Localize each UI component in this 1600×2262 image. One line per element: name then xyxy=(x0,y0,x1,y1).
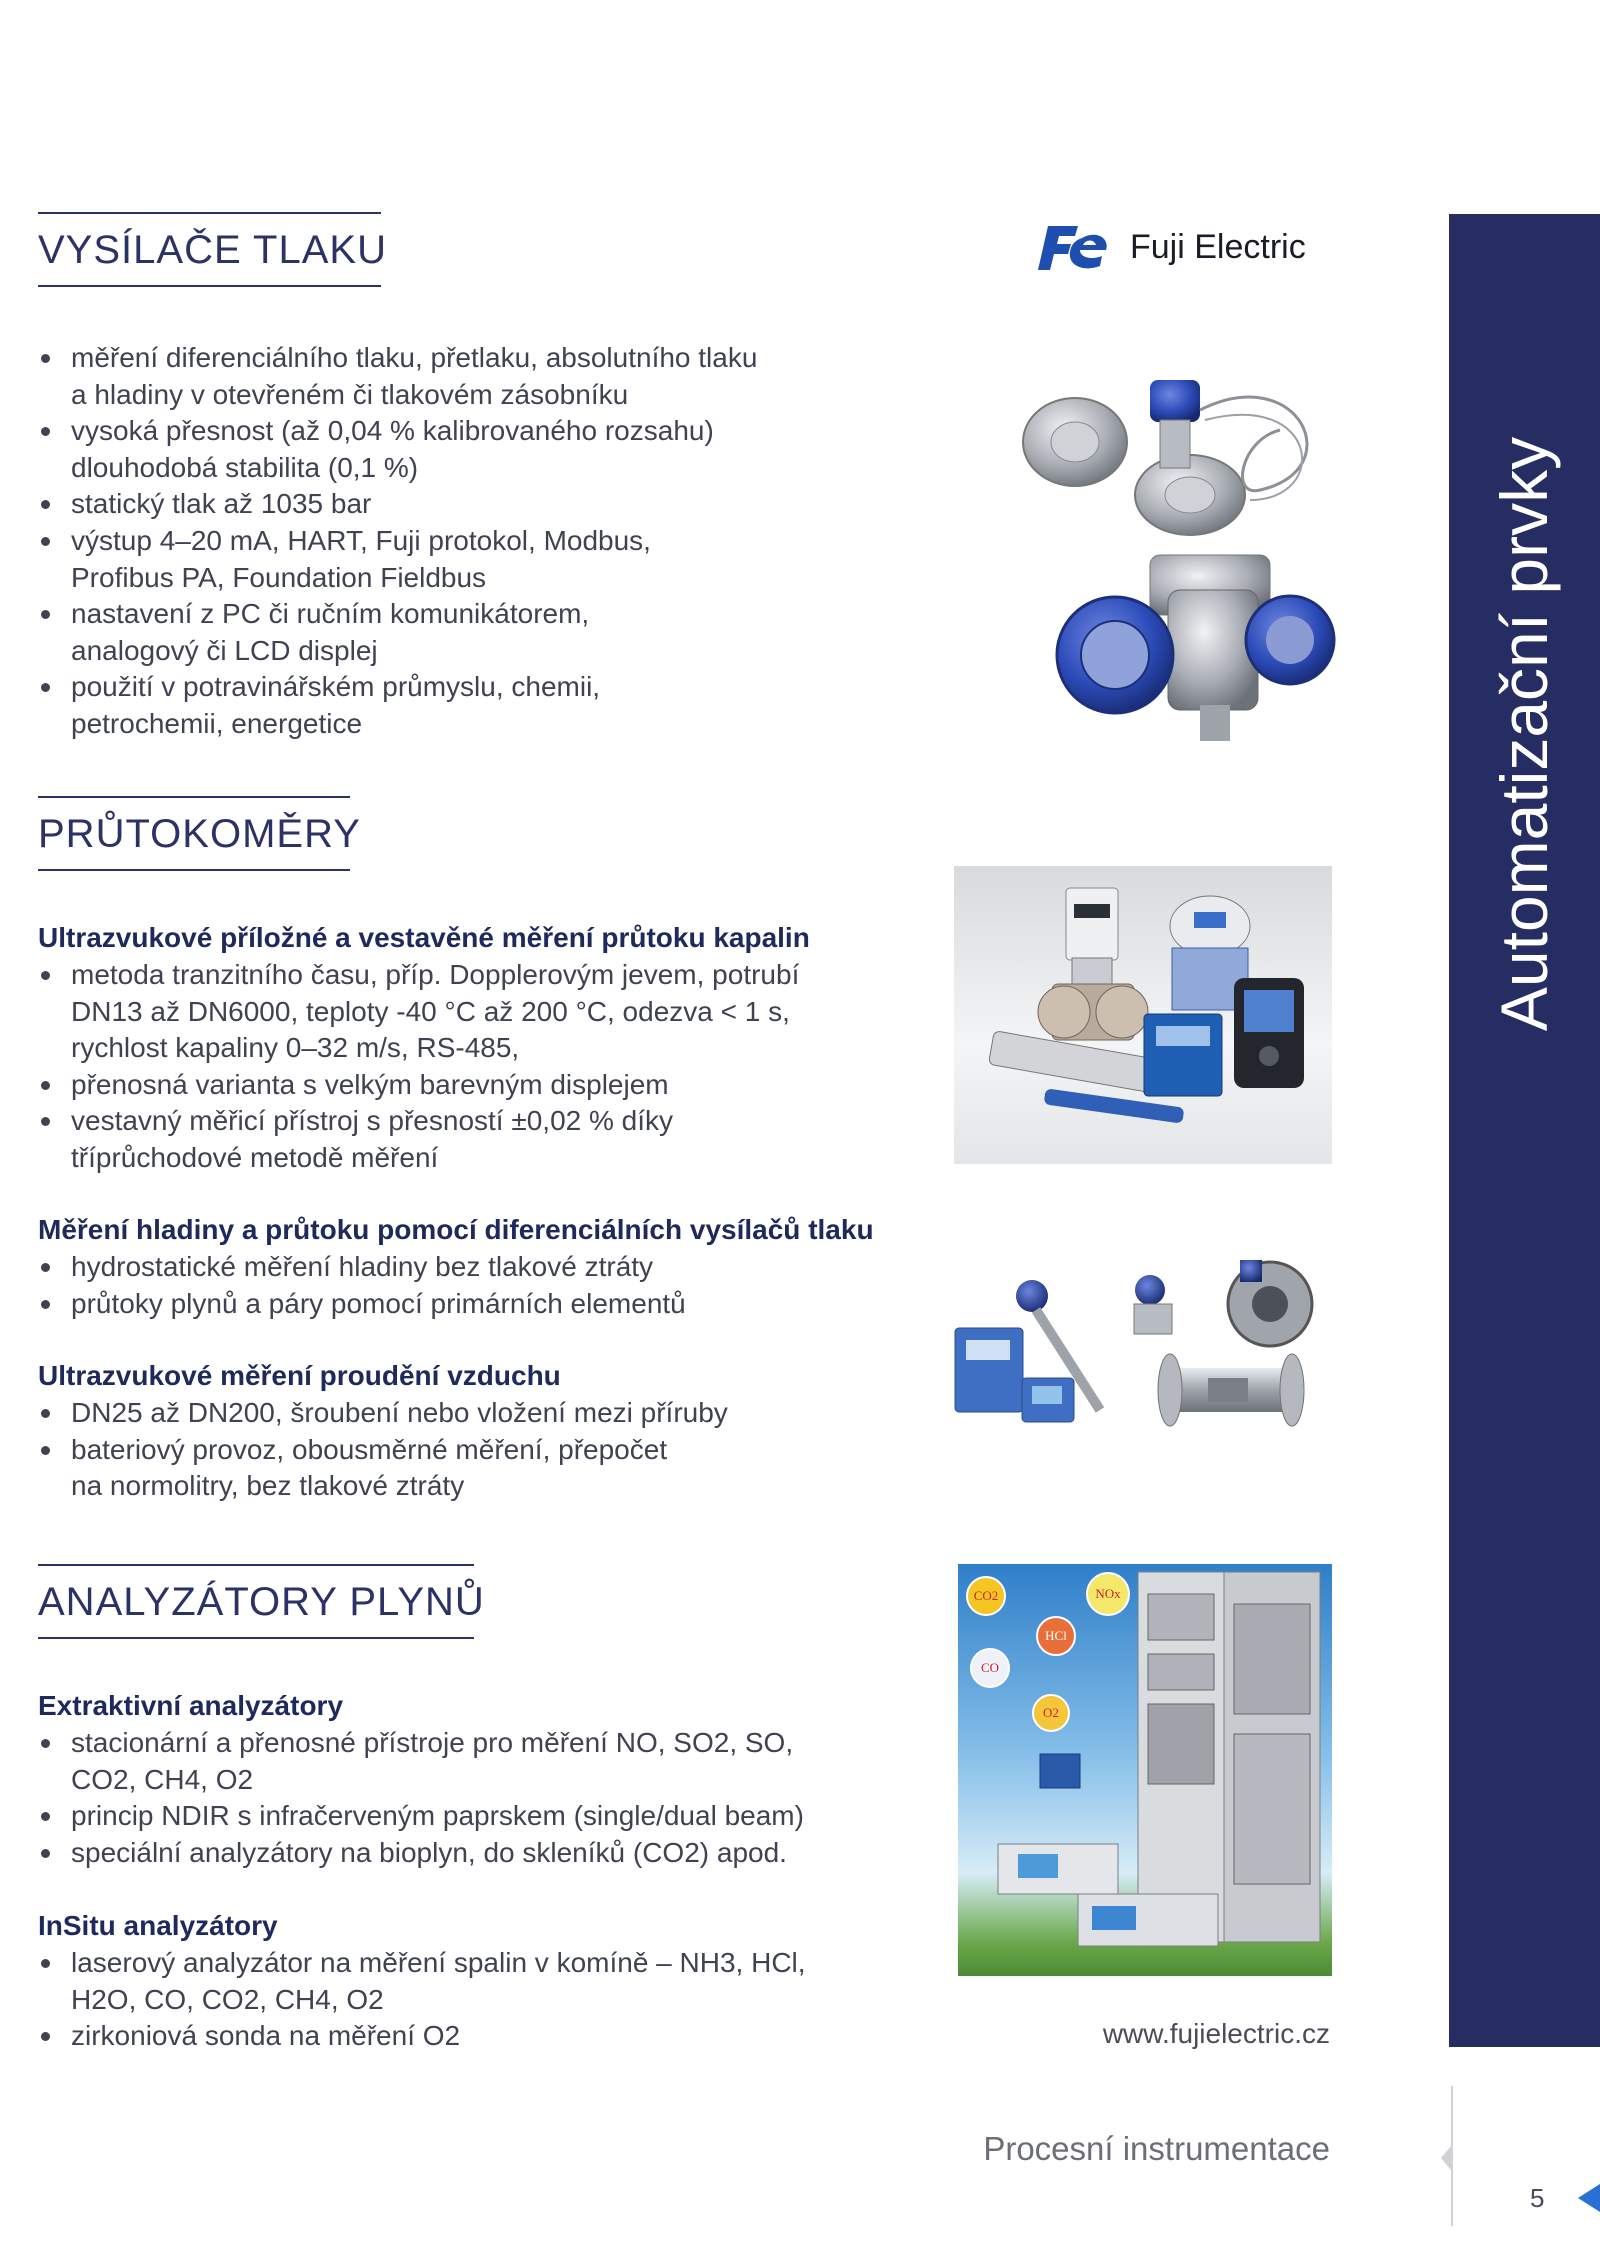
footer-title: Procesní instrumentace xyxy=(983,2130,1330,2167)
ultrasonic-flowmeter-image xyxy=(954,866,1332,1164)
flow-subheading-level: Měření hladiny a průtoku pomocí diferenciálních vysílačů tlaku xyxy=(38,1214,874,1245)
list-item: vysoká přesnost (až 0,04 % kalibrovaného rozsahu) dlouhodobá stabilita (0,1 %) xyxy=(38,413,938,486)
sidebar-tab xyxy=(1449,214,1600,2047)
flow-subheading-ultrasonic-liquid: Ultrazvukové příložné a vestavěné měření průtoku kapalin xyxy=(38,922,810,953)
section-heading-pressure xyxy=(38,212,387,287)
list-item: hydrostatické měření hladiny bez tlakové ztráty xyxy=(38,1249,938,1286)
list-item: speciální analyzátory na bioplyn, do skleníků (CO2) apod. xyxy=(38,1835,938,1872)
section-heading-gas xyxy=(38,1564,485,1639)
bubble-label: NOx xyxy=(1095,1586,1121,1601)
list-item: zirkoniová sonda na měření O2 xyxy=(38,2018,938,2055)
heading-rule-bottom xyxy=(38,285,381,287)
list-item: princip NDIR s infračerveným paprskem (single/dual beam) xyxy=(38,1798,938,1835)
heading-rule-bottom xyxy=(38,869,350,871)
list-item: bateriový provoz, obousměrné měření, přepočet na normolitry, bez tlakové ztráty xyxy=(38,1432,938,1505)
bubble-co xyxy=(970,1648,1010,1688)
list-item: přenosná varianta s velkým barevným displejem xyxy=(38,1067,938,1104)
page-arrow-icon xyxy=(1578,2184,1600,2212)
sidebar-label: Automatizační prvky xyxy=(1487,436,1561,1032)
gas-subheading-insitu: InSitu analyzátory xyxy=(38,1910,278,1941)
list-item: statický tlak až 1035 bar xyxy=(38,486,938,523)
gas-analyzer-image xyxy=(958,1564,1332,1976)
fuji-electric-logo xyxy=(1038,220,1338,276)
list-item: vestavný měřicí přístroj s přesností ±0,02 % díky tříprůchodové metodě měření xyxy=(38,1103,938,1176)
bubble-hcl xyxy=(1036,1616,1076,1656)
list-item: DN25 až DN200, šroubení nebo vložení mezi příruby xyxy=(38,1395,938,1432)
gas-extractive-list xyxy=(38,1725,938,1871)
list-item: stacionární a přenosné přístroje pro měření NO, SO2, SO, CO2, CH4, O2 xyxy=(38,1725,938,1798)
bubble-label: CO2 xyxy=(973,1588,999,1603)
heading-rule-bottom xyxy=(38,1637,474,1639)
bubble-co2 xyxy=(966,1576,1006,1616)
dp-flow-devices-image xyxy=(950,1260,1332,1446)
flow-air-list xyxy=(38,1395,938,1505)
bubble-label: O2 xyxy=(1043,1705,1059,1720)
heading-text: VYSÍLAČE TLAKU xyxy=(38,228,387,272)
flow-level-list xyxy=(38,1249,938,1322)
website-link[interactable]: www.fujielectric.cz xyxy=(1102,2018,1330,2049)
list-item: laserový analyzátor na měření spalin v komíně – NH3, HCl, H2O, CO, CO2, CH4, O2 xyxy=(38,1945,938,2018)
heading-text: ANALYZÁTORY PLYNŮ xyxy=(38,1580,485,1624)
list-item: měření diferenciálního tlaku, přetlaku, absolutního tlaku a hladiny v otevřeném či tlakovém zásobníku xyxy=(38,340,938,413)
flow-ultrasonic-list xyxy=(38,957,938,1177)
gas-subheading-extractive: Extraktivní analyzátory xyxy=(38,1690,344,1721)
list-item: metoda tranzitního času, příp. Dopplerovým jevem, potrubí DN13 až DN6000, teploty -40 °C až 200 °C, odezva < 1 s, rychlost kapaliny 0–32 m/s, RS-485, xyxy=(38,957,938,1067)
divider-notch-icon xyxy=(1441,2146,1451,2170)
bubble-label: HCl xyxy=(1045,1628,1067,1643)
bubble-o2 xyxy=(1032,1694,1070,1732)
pressure-transmitter-image xyxy=(1000,350,1350,755)
bubble-label: CO xyxy=(980,1660,1000,1675)
brand-name: Fuji Electric xyxy=(1130,228,1306,266)
fuji-logo-mark-icon xyxy=(1038,220,1110,276)
section-heading-flow xyxy=(38,796,361,871)
pressure-bullet-list xyxy=(38,340,938,743)
bubble-nox xyxy=(1086,1572,1130,1616)
heading-text: PRŮTOKOMĚRY xyxy=(38,812,361,856)
list-item: použití v potravinářském průmyslu, chemii, petrochemii, energetice xyxy=(38,669,938,742)
list-item: výstup 4–20 mA, HART, Fuji protokol, Modbus, Profibus PA, Foundation Fieldbus xyxy=(38,523,938,596)
page-number: 5 xyxy=(1530,2183,1545,2213)
list-item: průtoky plynů a páry pomocí primárních elementů xyxy=(38,1286,938,1323)
footer-divider xyxy=(1451,2086,1453,2226)
list-item: nastavení z PC či ručním komunikátorem, analogový či LCD displej xyxy=(38,596,938,669)
gas-insitu-list xyxy=(38,1945,938,2055)
flow-subheading-air: Ultrazvukové měření proudění vzduchu xyxy=(38,1360,561,1391)
